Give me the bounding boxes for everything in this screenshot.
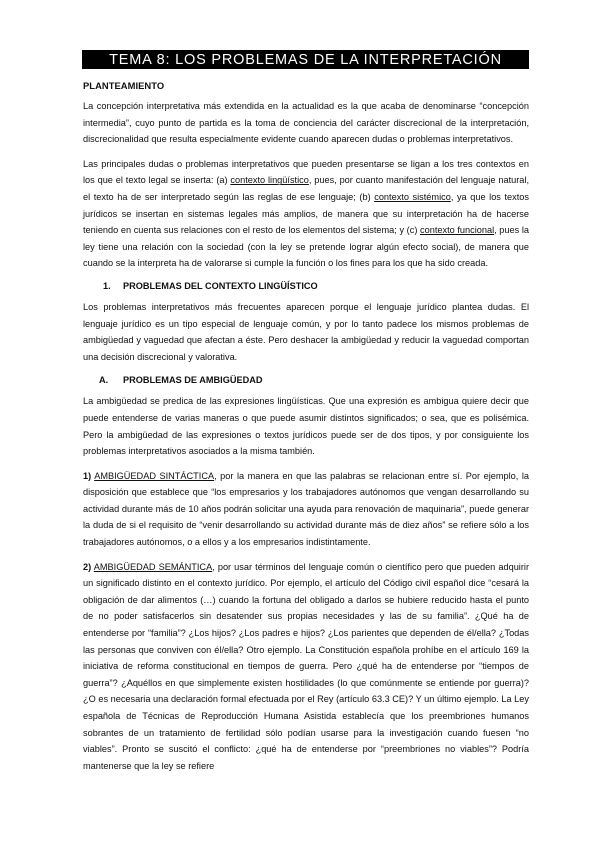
term-contexto-funcional: contexto funcional [420,225,495,236]
heading-linguistic-context [83,281,529,291]
text-segment: , pues la ley tiene una relación con la sociedad (con la ley se pretende lograr algún efecto social), de manera que cuando se la interpreta ha de valorarse si cumple la función o los fines para los que ha sido creada. [83,225,529,269]
text-segment: , ya que los textos jurídicos se insertan en sistemas legales más amplios, de manera que su interpretación ha de hacerse teniendo en cuenta sus relaciones con el resto de los elementos del sistema; y (c) [83,191,529,236]
paragraph-intro: La concepción interpretativa más extendida en la actualidad es la que acaba de denominarse “concepción intermedia”, cuyo punto de partida es la toma de conciencia del carácter discrecional de la interpretación, discrecionalidad que resulta especialmente evidente cuando aparecen dudas o problemas interpretativos. [83,101,529,145]
paragraph-semantic-ambiguity [83,559,529,775]
heading-number: 1. [103,280,111,291]
paragraph-ambiguity-definition: La ambigüedad se predica de las expresiones lingüísticas. Que una expresión es ambigua quiere decir que puede entenderse de varias maneras o que puede asumir distintos significados; o sea, que es polisémica. Pero la ambigüedad de las expresiones o textos jurídicos puede ser de dos tipos, y por consiguiente los problemas interpretativos asociados a la misma también. [83,396,529,457]
heading-ambiguity [83,375,529,385]
document-page [83,50,529,774]
heading-number: A. [99,375,109,386]
paragraph-contexts [83,156,529,272]
text-segment: , por la manera en que las palabras se relacionan entre sí. Por ejemplo, la disposición que establece que “los empresarios y los trabajadores autónomos que vengan desarrollando su actividad durante más de 10 años podrán solicitar una ayuda para renovación de maquinaria”, puede generar la duda de si el requisito de “venir desarrollando su actividad durante más de diez años” se refiere sólo a los trabajadores autónomos, o a ellos y a los empresarios indistintamente. [83,470,529,548]
term-ambiguedad-sintactica: AMBIGÜEDAD SINTÁCTICA [94,470,215,481]
heading-label: PROBLEMAS DEL CONTEXTO LINGÜÍSTICO [123,280,318,291]
term-contexto-sistemico: contexto sistémico [374,191,451,202]
page-title: TEMA 8: LOS PROBLEMAS DE LA INTERPRETACIÓN [82,50,529,69]
text-segment: , por usar términos del lenguaje común o científico pero que pueden adquirir un significado distinto en el contexto jurídico. Por ejemplo, el artículo del Código civil español dice “cesará la obligación de dar alimentos (…) cuando la fortuna del obligado a darlos se hubiere reducido hasta el punto de no poder satisfacerlos sin desatender sus propias necesidades y las de su familia”. ¿Qué ha de entenderse por “familia”? ¿Los hijos? ¿Los padres e hijos? ¿Los parientes que dependen de él/ella? ¿Todas las personas que conviven con él/ella? Otro ejemplo. La Constitución española prohíbe en el artículo 169 la iniciativa de reforma constitucional en tiempos de guerra. Pero ¿qué ha de entenderse por “tiempos de guerra”? ¿Aquéllos en que simplemente existen hostilidades (lo que comúnmente se entiende por guerra)? ¿O es necesaria una declaración formal efectuada por el Rey (artículo 63.3 CE)? Y un último ejemplo. La Ley española de Técnicas de Reproducción Humana Asistida establecía que los preembriones humanos sobrantes de un tratamiento de fertilidad sólo podían usarse para la investigación cuando fuesen “no viables”. Pronto se suscitó el conflicto: ¿qué ha de entenderse por “preembriones no viables”? Podría mantenerse que la ley se refiere [83,561,530,771]
paragraph-syntactic-ambiguity [83,468,529,551]
text-segment: Las principales dudas o problemas interpretativos que pueden presentarse se ligan a los tres contextos en los que el texto legal se inserta: (a) [83,158,529,186]
text-segment: , pues, por cuanto manifestación del lenguaje natural, el texto ha de ser interpretado según las reglas de ese lenguaje; (b) [83,175,529,202]
section-heading-planteamiento: PLANTEAMIENTO [83,80,165,91]
item-number: 1) [83,470,92,481]
heading-label: PROBLEMAS DE AMBIGÜEDAD [123,375,263,386]
item-number: 2) [83,561,92,572]
term-ambiguedad-semantica: AMBIGÜEDAD SEMÁNTICA [93,561,213,572]
term-contexto-linguistico: contexto lingüístico [230,175,309,186]
paragraph-linguistic-problems: Los problemas interpretativos más frecuentes aparecen porque el lenguaje jurídico plantea dudas. El lenguaje jurídico es un tipo especial de lenguaje común, y por lo tanto padece los mismos problemas de ambigüedad y vaguedad que afectan a éste. Pero deshacer la ambigüedad y reducir la vaguedad comportan una decisión discrecional y valorativa. [83,301,529,362]
